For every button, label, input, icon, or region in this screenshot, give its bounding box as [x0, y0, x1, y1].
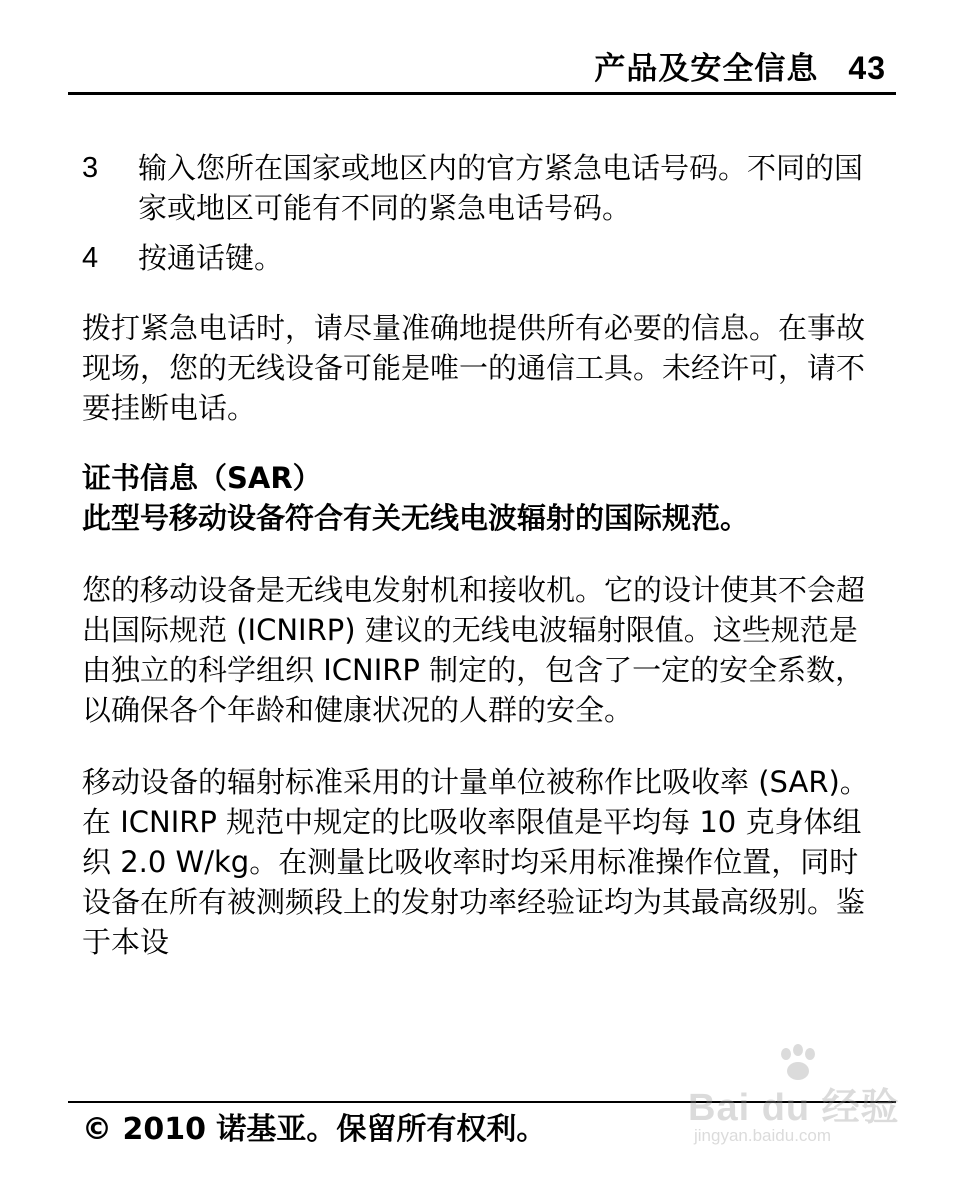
step-text: 按通话键。 [138, 241, 284, 275]
page-number: 43 [848, 50, 886, 86]
header-rule [68, 92, 896, 95]
page-header [68, 46, 896, 90]
step-item [82, 238, 882, 278]
section-heading: 证书信息（SAR） [82, 461, 322, 495]
emergency-call-paragraph: 拨打紧急电话时，请尽量准确地提供所有必要的信息。在事故现场，您的无线设备可能是唯一的通信工具。未经许可，请不要挂断电话。 [82, 311, 866, 425]
header-title: 产品及安全信息 [594, 51, 819, 87]
step-text: 输入您所在国家或地区内的官方紧急电话号码。不同的国家或地区可能有不同的紧急电话号码。 [138, 151, 864, 225]
page-content [82, 148, 882, 962]
watermark-url: jingyan.baidu.com [694, 1126, 832, 1145]
sar-standard-paragraph: 移动设备的辐射标准采用的计量单位被称作比吸收率 (SAR)。在 ICNIRP 规范中规定的比吸收率限值是平均每 10 克身体组织 2.0 W/kg。在测量比吸收率时均采用标准操作位置，同时设备在所有被测频段上的发射功率经验证均为其最高级别。鉴于本设 [82, 765, 869, 959]
copyright-footer: © 2010 诺基亚。保留所有权利。 [82, 1112, 547, 1147]
section-subheading: 此型号移动设备符合有关无线电波辐射的国际规范。 [82, 501, 750, 535]
sar-intro-paragraph: 您的移动设备是无线电发射机和接收机。它的设计使其不会超出国际规范 (ICNIRP) 建议的无线电波辐射限值。这些规范是由独立的科学组织 ICNIRP 制定的，包含了一定的安全系数，以确保各个年龄和健康状况的人群的安全。 [82, 573, 866, 727]
step-number: 3 [82, 152, 99, 184]
step-item [82, 148, 882, 228]
step-number: 4 [82, 242, 99, 274]
watermark-logo: Bai du 经验 [688, 1087, 900, 1129]
baidu-watermark [688, 1040, 908, 1150]
